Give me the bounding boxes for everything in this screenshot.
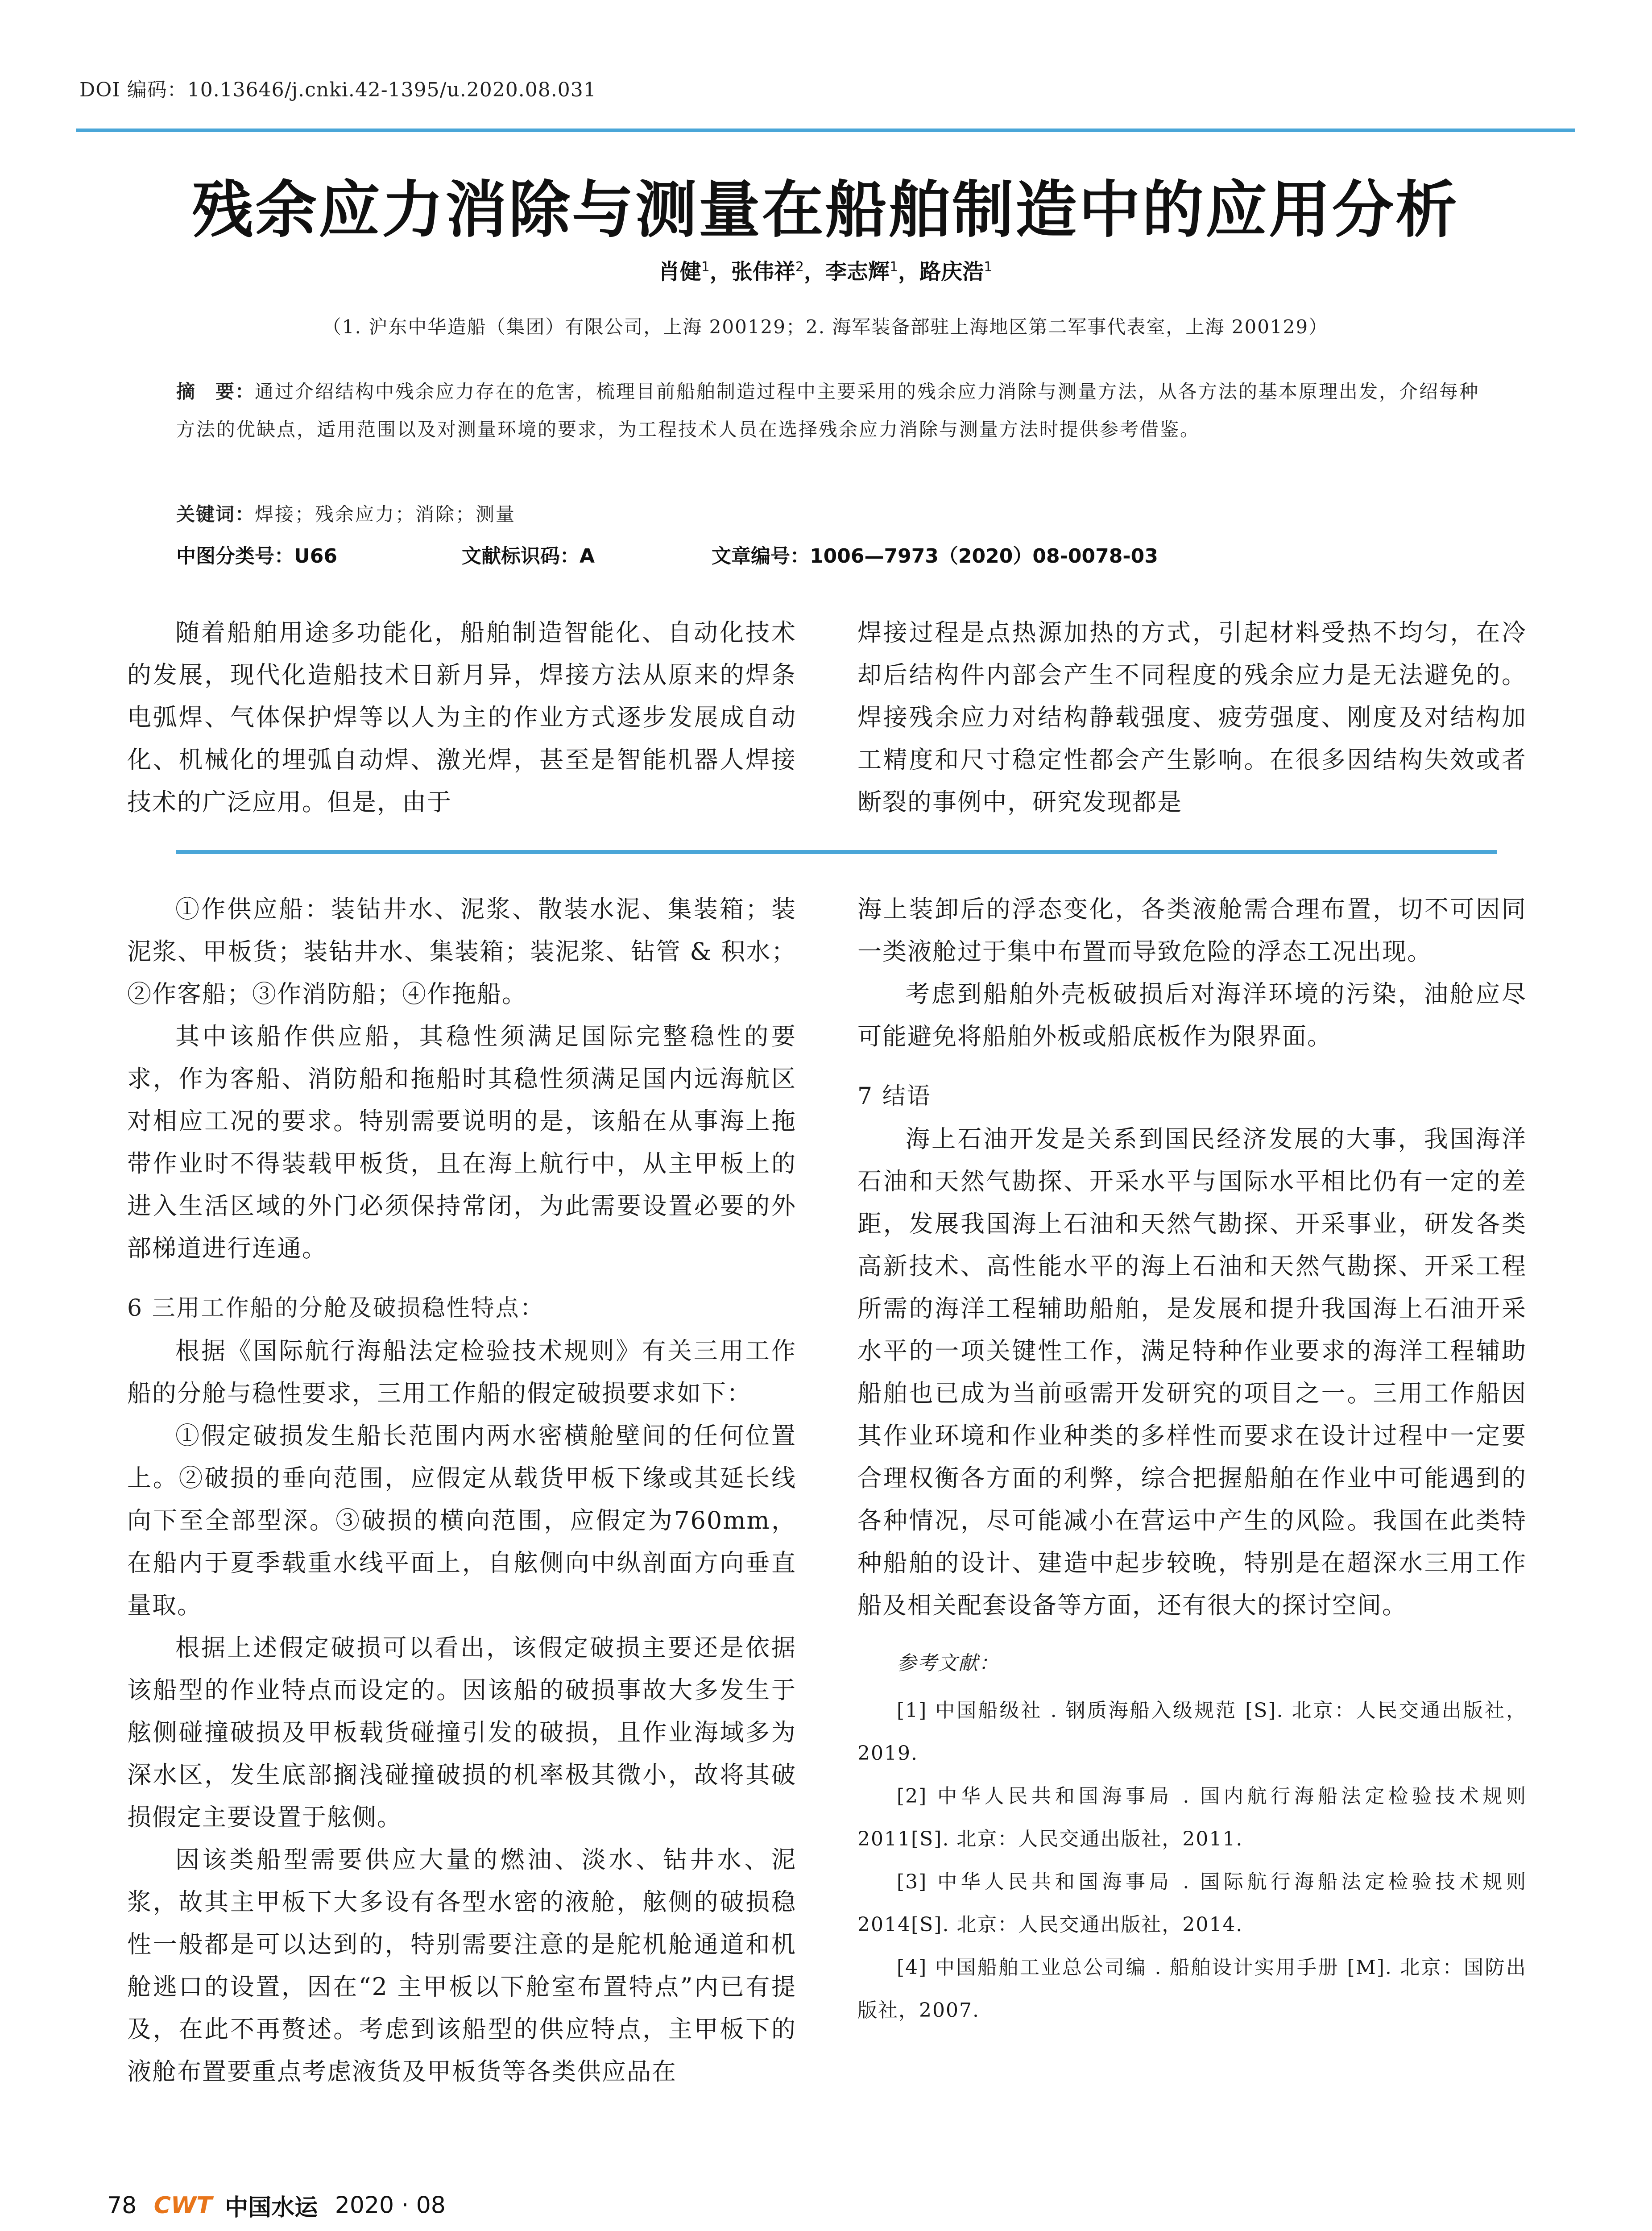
body-paragraph: 海上装卸后的浮态变化，各类液舱需合理布置，切不可因同一类液舱过于集中布置而导致危险的浮态工况出现。 [857, 895, 1527, 966]
reference-item: [3] 中华人民共和国海事局 . 国际航行海船法定检验技术规则 2014[S]. 北京：人民交通出版社，2014. [857, 1870, 1527, 1936]
author-list: 肖健$^1$，张伟祥$^2$，李志辉$^1$，路庆浩$^1$ [658, 259, 993, 284]
references-title: 参考文献： [897, 1652, 999, 1675]
intro-paragraph: 随着船舶用途多功能化，船舶制造智能化、自动化技术的发展，现代化造船技术日新月异，焊接方法从原来的焊条电弧焊、气体保护焊等以人为主的作业方式逐步发展成自动化、机械化的埋弧自动焊、激光焊，甚至是智能机器人焊接技术的广泛应用。但是，由于 [127, 618, 796, 816]
keywords [176, 495, 1497, 533]
intro-paragraph: 焊接过程是点热源加热的方式，引起材料受热不均匀，在冷却后结构件内部会产生不同程度的残余应力是无法避免的。焊接残余应力对结构静载强度、疲劳强度、刚度及对结构加工精度和尺寸稳定性都会产生影响。在很多因结构失效或者断裂的事例中，研究发现都是 [857, 618, 1527, 816]
author-affiliation-mark: 1 [984, 259, 993, 275]
article-title: 残余应力消除与测量在船舶制造中的应用分析 [191, 173, 1459, 246]
body-column-left [127, 888, 796, 2093]
author-affiliation-mark: 1 [701, 259, 710, 275]
abstract-label: 摘 要： [176, 381, 255, 402]
doi-line: DOI 编码：10.13646/j.cnki.42-1395/u.2020.08.031 [79, 79, 596, 101]
classification-line [176, 540, 1497, 571]
author-name: 李志辉 [825, 259, 890, 284]
keywords-text: 焊接；残余应力；消除；测量 [255, 503, 516, 525]
author-name: 张伟祥 [731, 259, 795, 284]
body-paragraph: 海上石油开发是关系到国民经济发展的大事，我国海洋石油和天然气勘探、开采水平与国际水平相比仍有一定的差距，发展我国海上石油和天然气勘探、开采事业，研发各类高新技术、高性能水平的海上石油和天然气勘探、开采工程所需的海洋工程辅助船舶，是发展和提升我国海上石油开采水平的一项关键性工作，满足特种作业要求的海洋工程辅助船舶也已成为当前亟需开发研究的项目之一。三用工作船因其作业环境和作业种类的多样性而要求在设计过程中一定要合理权衡各方面的利弊，综合把握船舶在作业中可能遇到的各种情况，尽可能减小在营运中产生的风险。我国在此类特种船舶的设计、建造中起步较晚，特别是在超深水三用工作船及相关配套设备等方面，还有很大的探讨空间。 [857, 1125, 1527, 1619]
abstract-text: 通过介绍结构中残余应力存在的危害，梳理目前船舶制造过程中主要采用的残余应力消除与测量方法，从各方法的基本原理出发，介绍每种方法的优缺点，适用范围以及对测量环境的要求，为工程技术人员在选择残余应力消除与测量方法时提供参考借鉴。 [176, 381, 1480, 440]
page-number: 78 [107, 2192, 137, 2219]
reference-item: [1] 中国船级社 . 钢质海船入级规范 [S]. 北京：人民交通出版社，2019. [857, 1699, 1527, 1765]
body-paragraph: ①作供应船：装钻井水、泥浆、散装水泥、集装箱；装泥浆、甲板货；装钻井水、集装箱；装泥浆、钻管 & 积水；②作客船；③作消防船；④作拖船。 [127, 895, 796, 1008]
intro-column-left [127, 611, 796, 823]
journal-logo-abbr: CWT [153, 2192, 212, 2219]
affiliations: （1. 沪东中华造船（集团）有限公司，上海 200129；2. 海军装备部驻上海地区第二军事代表室，上海 200129） [322, 316, 1329, 338]
body-paragraph: 其中该船作供应船，其稳性须满足国际完整稳性的要求，作为客船、消防船和拖船时其稳性须满足国内远海航区对相应工况的要求。特别需要说明的是，该船在从事海上拖带作业时不得装载甲板货，且在海上航行中，从主甲板上的进入生活区域的外门必须保持常闭，为此需要设置必要的外部梯道进行连通。 [127, 1022, 796, 1262]
class-number: 中图分类号：U66 [176, 545, 337, 568]
document-code: 文献标识码：A [462, 545, 595, 568]
reference-item: [2] 中华人民共和国海事局 . 国内航行海船法定检验技术规则 2011[S]. 北京：人民交通出版社，2011. [857, 1785, 1527, 1850]
abstract [176, 373, 1497, 448]
header-rule [76, 129, 1575, 132]
author-affiliation-mark: 2 [795, 259, 804, 275]
journal-name: 中国水运 [225, 2194, 318, 2221]
page-footer [107, 2189, 446, 2224]
keywords-label: 关键词： [176, 503, 255, 525]
author-name: 路庆浩 [919, 259, 984, 284]
body-paragraph: 根据上述假定破损可以看出，该假定破损主要还是依据该船型的作业特点而设定的。因该船的破损事故大多发生于舷侧碰撞破损及甲板载货碰撞引发的破损，且作业海域多为深水区，发生底部搁浅碰撞破损的机率极其微小，故将其破损假定主要设置于舷侧。 [127, 1634, 796, 1831]
author-affiliation-mark: 1 [890, 259, 898, 275]
article-number: 文章编号：1006—7973（2020）08-0078-03 [712, 545, 1158, 568]
body-paragraph: ①假定破损发生船长范围内两水密横舱壁间的任何位置上。②破损的垂向范围，应假定从载货甲板下缘或其延长线向下至全部型深。③破损的横向范围，应假定为760mm，在船内于夏季载重水线平面上，自舷侧向中纵剖面方向垂直量取。 [127, 1422, 796, 1619]
issue-number: 2020 · 08 [335, 2192, 446, 2219]
reference-item: [4] 中国船舶工业总公司编 . 船舶设计实用手册 [M]. 北京：国防出版社，2007. [857, 1956, 1527, 2022]
body-paragraph: 根据《国际航行海船法定检验技术规则》有关三用工作船的分舱与稳性要求，三用工作船的假定破损要求如下： [127, 1337, 796, 1407]
references [857, 1642, 1527, 2032]
intro-column-right [857, 611, 1527, 823]
body-paragraph: 考虑到船舶外壳板破损后对海洋环境的污染，油舱应尽可能避免将船舶外板或船底板作为限界面。 [857, 980, 1527, 1050]
body-column-right [857, 888, 1527, 2032]
section-heading: 7 结语 [857, 1083, 932, 1110]
body-paragraph: 因该类船型需要供应大量的燃油、淡水、钻井水、泥浆，故其主甲板下大多设有各型水密的液舱，舷侧的破损稳性一般都是可以达到的，特别需要注意的是舵机舱通道和机舱逃口的设置，因在“2 主甲板以下舱室布置特点”内已有提及，在此不再赘述。考虑到该船型的供应特点，主甲板下的液舱布置要重点考虑液货及甲板货等各类供应品在 [127, 1845, 796, 2086]
section-heading: 6 三用工作船的分舱及破损稳性特点： [127, 1295, 545, 1322]
author-name: 肖健 [658, 259, 701, 284]
section-divider [176, 850, 1497, 854]
